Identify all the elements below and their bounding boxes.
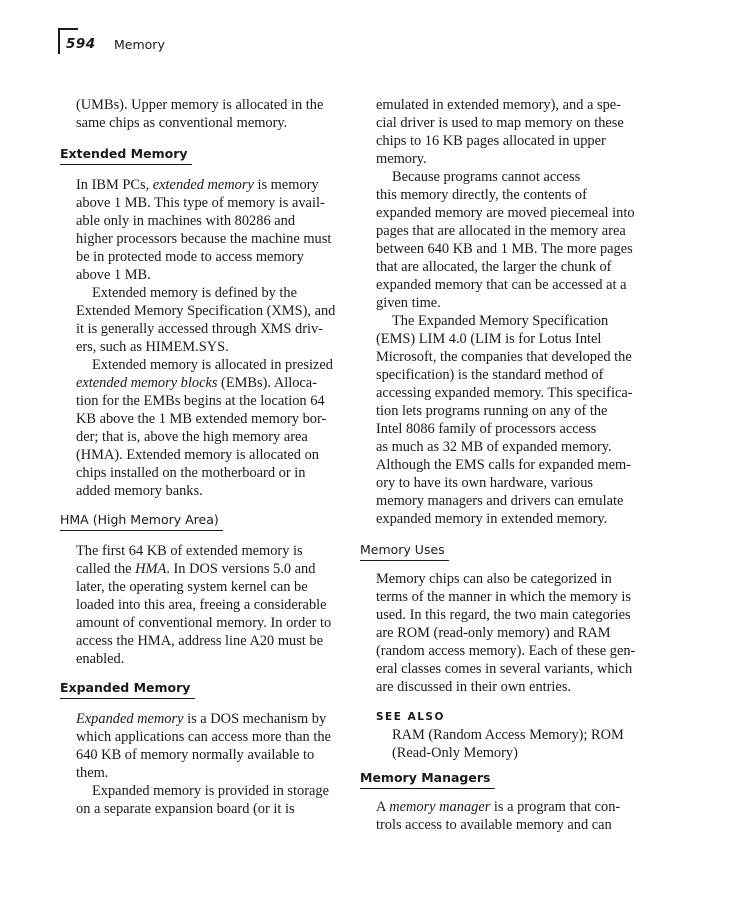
header-rule-vertical xyxy=(58,28,60,54)
text-line: chips installed on the motherboard or in xyxy=(76,465,306,481)
section-heading: Memory Uses xyxy=(360,542,445,557)
section-heading: Memory Managers xyxy=(360,770,491,785)
text-line: (UMBs). Upper memory is allocated in the xyxy=(76,97,324,113)
text-line: (EMS) LIM 4.0 (LIM is for Lotus Intel xyxy=(376,331,602,347)
text-line: memory. xyxy=(376,151,427,167)
italic-term: HMA xyxy=(135,561,167,577)
text-line: above 1 MB. This type of memory is avail- xyxy=(76,195,325,211)
text-line: between 640 KB and 1 MB. The more pages xyxy=(376,241,633,257)
text-line: access the HMA, address line A20 must be xyxy=(76,633,323,649)
text-line: on a separate expansion board (or it is xyxy=(76,801,295,817)
text-line: loaded into this area, freeing a considerable xyxy=(76,597,327,613)
heading-underline xyxy=(60,698,195,699)
text-line: ers, such as HIMEM.SYS. xyxy=(76,339,229,355)
italic-term: memory manager xyxy=(389,799,491,815)
text-line: be in protected mode to access memory xyxy=(76,249,304,265)
text-line: terms of the manner in which the memory is xyxy=(376,589,631,605)
text-line: expanded memory in extended memory. xyxy=(376,511,608,527)
text-line: Because programs cannot access xyxy=(392,169,581,185)
text-run: called the xyxy=(76,561,136,577)
heading-underline xyxy=(360,788,495,789)
text-line: above 1 MB. xyxy=(76,267,151,283)
text-line: given time. xyxy=(376,295,441,311)
italic-term: extended memory blocks xyxy=(76,375,218,391)
text-line: ory to have its own hardware, various xyxy=(376,475,593,491)
heading-underline xyxy=(60,164,192,165)
text-line xyxy=(76,176,319,194)
text-line: as much as 32 MB of expanded memory. xyxy=(376,439,612,455)
text-line: same chips as conventional memory. xyxy=(76,115,288,131)
text-line: memory managers and drivers can emulate xyxy=(376,493,624,509)
text-line: 640 KB of memory normally available to xyxy=(76,747,315,763)
text-line: amount of conventional memory. In order to xyxy=(76,615,332,631)
text-line: that are allocated, the larger the chunk of xyxy=(376,259,612,275)
text-line: KB above the 1 MB extended memory bor- xyxy=(76,411,327,427)
text-line: Expanded memory is provided in storage xyxy=(92,783,329,799)
text-line: pages that are allocated in the memory area xyxy=(376,223,626,239)
text-line: this memory directly, the contents of xyxy=(376,187,587,203)
text-line: expanded memory that can be accessed at a xyxy=(376,277,627,293)
text-run: (EMBs). Alloca- xyxy=(217,375,317,391)
text-run: is a DOS mechanism by xyxy=(183,711,327,727)
text-line: Intel 8086 family of processors access xyxy=(376,421,597,437)
text-line: The Expanded Memory Specification xyxy=(392,313,609,329)
text-line: emulated in extended memory), and a spe- xyxy=(376,97,621,113)
text-line: Microsoft, the companies that developed the xyxy=(376,349,632,365)
text-line: specification) is the standard method of xyxy=(376,367,604,383)
text-line xyxy=(376,798,620,816)
header-rule-horizontal xyxy=(58,28,78,30)
section-heading: Expanded Memory xyxy=(60,680,191,695)
text-line: cial driver is used to map memory on these xyxy=(376,115,624,131)
text-line: The first 64 KB of extended memory is xyxy=(76,543,303,559)
text-line: Extended memory is allocated in presized xyxy=(92,357,333,373)
text-line: expanded memory are moved piecemeal into xyxy=(376,205,635,221)
text-line: eral classes comes in several variants, which xyxy=(376,661,633,677)
page-number: 594 xyxy=(66,36,96,52)
text-run: is memory xyxy=(253,177,319,193)
text-line: der; that is, above the high memory area xyxy=(76,429,308,445)
text-run: is a program that con- xyxy=(490,799,621,815)
text-run: . In DOS versions 5.0 and xyxy=(166,561,316,577)
text-run: In IBM PCs, xyxy=(76,177,153,193)
section-heading: HMA (High Memory Area) xyxy=(60,512,219,527)
text-line: chips to 16 KB pages allocated in upper xyxy=(376,133,606,149)
text-line: which applications can access more than the xyxy=(76,729,331,745)
running-head: Memory xyxy=(114,37,165,52)
text-line: tion for the EMBs begins at the location 64 xyxy=(76,393,325,409)
heading-underline xyxy=(60,530,223,531)
text-line xyxy=(76,710,326,728)
text-line: (Read-Only Memory) xyxy=(392,745,518,761)
text-line: it is generally accessed through XMS driv- xyxy=(76,321,323,337)
text-line: Extended Memory Specification (XMS), and xyxy=(76,303,336,319)
text-line: (HMA). Extended memory is allocated on xyxy=(76,447,319,463)
text-line: Memory chips can also be categorized in xyxy=(376,571,612,587)
italic-term: Expanded memory xyxy=(76,711,184,727)
text-line: Extended memory is defined by the xyxy=(92,285,298,301)
text-line: able only in machines with 80286 and xyxy=(76,213,296,229)
text-line xyxy=(76,374,317,392)
heading-underline xyxy=(360,560,449,561)
text-line: added memory banks. xyxy=(76,483,203,499)
text-line: higher processors because the machine must xyxy=(76,231,332,247)
text-line: are discussed in their own entries. xyxy=(376,679,572,695)
text-line xyxy=(76,560,315,578)
text-line: are ROM (read-only memory) and RAM xyxy=(376,625,611,641)
text-line: them. xyxy=(76,765,109,781)
text-line: trols access to available memory and can xyxy=(376,817,612,833)
italic-term: extended memory xyxy=(152,177,254,193)
text-line: (random access memory). Each of these gen- xyxy=(376,643,636,659)
text-line: Although the EMS calls for expanded mem- xyxy=(376,457,631,473)
see-also-label: SEE ALSO xyxy=(376,711,445,723)
text-line: RAM (Random Access Memory); ROM xyxy=(392,727,624,743)
section-heading: Extended Memory xyxy=(60,146,188,161)
text-line: enabled. xyxy=(76,651,125,667)
text-line: used. In this regard, the two main categories xyxy=(376,607,631,623)
text-line: later, the operating system kernel can be xyxy=(76,579,308,595)
text-run: A xyxy=(376,799,390,815)
text-line: tion lets programs running on any of the xyxy=(376,403,608,419)
text-line: accessing expanded memory. This specifica- xyxy=(376,385,633,401)
